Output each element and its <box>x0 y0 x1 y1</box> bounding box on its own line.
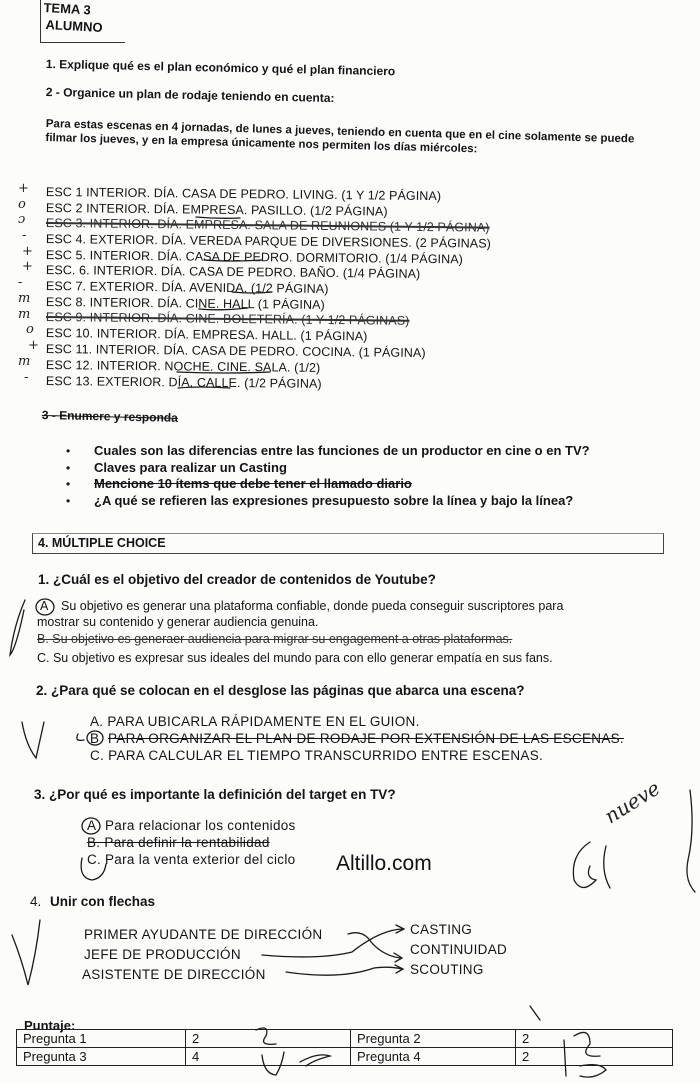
grade-scribble <box>604 846 610 888</box>
score-handwriting <box>530 1006 540 1020</box>
score-cell: Pregunta 4 <box>351 1048 516 1066</box>
score-cell: Pregunta 1 <box>17 1030 186 1048</box>
scene-item: ESC 7. EXTERIOR. DÍA. AVENIDA. (1/2 PÁGINA) <box>45 279 329 296</box>
handwritten-mark: + <box>28 338 39 353</box>
handwritten-mark: - <box>22 228 27 243</box>
matching-arrow <box>262 929 402 957</box>
match-left-item: ASISTENTE DE DIRECCIÓN <box>82 967 266 982</box>
match-right-item: SCOUTING <box>410 962 484 977</box>
handwritten-mark: o <box>18 197 26 212</box>
mc-q1-option-c: C. Su objetivo es expresar sus ideales del mundo para con ello generar empatía en sus fans. <box>37 651 553 665</box>
scene-item: ESC 5. INTERIOR. DÍA. CASA DE PEDRO. DORMITORIO. (1/4 PÁGINA) <box>45 248 464 267</box>
mc-q2-option-b-letter: B <box>90 731 100 746</box>
score-cell: Pregunta 3 <box>17 1048 186 1066</box>
scene-item: ESC 9. INTERIOR. DÍA. CINE. BOLETERÍA. (1 Y 1/2 PÁGINAS) <box>45 310 410 328</box>
match-left-item: JEFE DE PRODUCCIÓN <box>84 947 241 962</box>
scene-item: ESC 3. INTERIOR. DÍA. EMPRESA. SALA DE REUNIONES (1 Y 1/2 PÁGINA) <box>45 216 490 235</box>
score-handwriting <box>580 1065 606 1077</box>
mc-q1-option-b: B. Su objetivo es generaer audiencia para migrar su engagement a otras plataformas. <box>37 632 513 646</box>
mc-question-2: 2. ¿Para qué se colocan en el desglose las páginas que abarca una escena? <box>36 683 525 698</box>
check-mark <box>22 722 44 758</box>
mc-q2-option-a: A. PARA UBICARLA RÁPIDAMENTE EN EL GUION. <box>90 714 420 729</box>
mc-q3-option-b: B. Para definir la rentabilidad <box>87 835 270 850</box>
score-handwriting <box>262 1052 284 1075</box>
underline-mark <box>178 387 230 388</box>
score-handwriting <box>574 1032 600 1056</box>
scene-item: ESC 13. EXTERIOR. DÍA. CALLE. (1/2 PÁGINA) <box>45 374 322 391</box>
q3-item: ¿A qué se refieren las expresiones presupuesto sobre la línea y bajo la línea? <box>94 493 574 508</box>
question-2: 2 - Organice un plan de rodaje teniendo en cuenta: <box>45 85 335 106</box>
score-handwriting <box>564 1040 566 1076</box>
q3-item: Mencione 10 ítems que debe tener el llamado diario <box>94 476 412 491</box>
underline-mark <box>177 372 270 373</box>
handwritten-grade: nueve <box>600 775 665 829</box>
score-cell: 2 <box>516 1048 673 1066</box>
q3-item: Claves para realizar un Casting <box>94 460 287 475</box>
bullet-icon: • <box>66 477 71 491</box>
scene-item: ESC 10. INTERIOR. DÍA. EMPRESA. HALL. (1 PÁGINA) <box>45 326 368 344</box>
handwritten-mark: m <box>18 307 31 322</box>
handwritten-mark: m <box>18 354 31 369</box>
check-mark <box>10 600 25 655</box>
underline-mark <box>232 292 272 293</box>
matching-arrow <box>348 933 400 958</box>
scene-item: ESC 8. INTERIOR. DÍA. CINE. HALL (1 PÁGINA) <box>45 295 325 312</box>
mc-question-1: 1. ¿Cuál es el objetivo del creador de contenidos de Youtube? <box>38 572 436 587</box>
score-cell: 2 <box>516 1030 673 1048</box>
mc-q2-option-b: PARA ORGANIZAR EL PLAN DE RODAJE POR EXTENSIÓN DE LAS ESCENAS. <box>108 731 624 746</box>
match-right-item: CONTINUIDAD <box>410 942 508 957</box>
matching-arrow <box>286 967 402 975</box>
mc-q2-option-c: C. PARA CALCULAR EL TIEMPO TRANSCURRIDO ENTRE ESCENAS. <box>90 748 544 763</box>
instructions-paragraph: Para estas escenas en 4 jornadas, de lunes a jueves, teniendo en cuenta que en el cine solamente se puede filmar los jueves, y en la empresa únicamente nos permiten los días miércoles: <box>45 118 635 155</box>
mc-q1-option-a-cont: mostrar su contenido y generar audiencia genuina. <box>37 615 319 629</box>
handwritten-mark: o <box>26 322 34 337</box>
handwritten-mark: + <box>22 259 33 274</box>
score-handwriting <box>300 1055 330 1066</box>
scene-item: ESC 4. EXTERIOR. DÍA. VEREDA PARQUE DE DIVERSIONES. (2 PÁGINAS) <box>45 232 492 251</box>
score-handwriting <box>256 1028 276 1044</box>
scene-item: ESC 12. INTERIOR. NOCHE. CINE. SALA. (1/2) <box>45 358 321 375</box>
watermark: Altillo.com <box>336 852 432 875</box>
bullet-icon: • <box>66 444 71 458</box>
check-mark <box>12 920 40 985</box>
mc-q3-option-a-letter: A <box>87 818 97 833</box>
scene-item: ESC 1 INTERIOR. DÍA. CASA DE PEDRO. LIVING. (1 Y 1/2 PÁGINA) <box>45 185 442 204</box>
handwritten-mark: ɔ <box>18 212 26 227</box>
mc-q3-option-c-letter: C. <box>87 852 102 867</box>
scribble-mark <box>81 858 106 880</box>
topic-label: TEMA 3 <box>43 0 92 18</box>
underline-mark <box>196 217 240 218</box>
check-mark <box>77 734 84 740</box>
underline-mark <box>204 260 262 261</box>
answer-circle <box>82 818 100 834</box>
mc-question-4: Unir con flechas <box>50 894 156 909</box>
question-1: 1. Explique qué es el plan económico y qué el plan financiero <box>45 57 396 79</box>
answer-circle <box>36 599 54 615</box>
grade-scribble <box>687 790 695 892</box>
q3-item: Cuales son las diferencias entre las funciones de un productor en cine o en TV? <box>94 443 590 458</box>
question-3: 3 - Enumere y responda <box>41 408 179 425</box>
score-cell: Pregunta 2 <box>351 1030 516 1048</box>
student-label: ALUMNO <box>45 17 103 35</box>
score-label: Puntaje: <box>24 1018 76 1033</box>
mc-q3-option-a: Para relacionar los contenidos <box>105 818 296 833</box>
handwritten-mark: - <box>24 370 29 385</box>
mc-question-4-number: 4. <box>30 894 42 909</box>
scene-item: ESC 2 INTERIOR. DÍA. EMPRESA. PASILLO. (1/2 PÁGINA) <box>45 201 388 219</box>
bullet-icon: • <box>66 494 71 508</box>
mc-q1-option-a: Su objetivo es generar una plataforma confiable, donde pueda conseguir suscriptores para <box>61 599 564 613</box>
scene-item: ESC. 6. INTERIOR. DÍA. CASA DE PEDRO. BAÑO. (1/4 PÁGINA) <box>45 263 421 281</box>
score-cell: 2 <box>186 1030 351 1048</box>
match-right-item: CASTING <box>410 922 473 937</box>
match-left-item: PRIMER AYUDANTE DE DIRECCIÓN <box>84 927 323 942</box>
answer-circle <box>87 731 103 745</box>
score-cell: 4 <box>186 1048 351 1066</box>
handwritten-mark: - <box>18 275 23 290</box>
mc-title: 4. MÚLTIPLE CHOICE <box>38 536 166 550</box>
handwritten-mark: + <box>22 244 33 259</box>
underline-mark <box>199 308 248 310</box>
bullet-icon: • <box>66 461 71 475</box>
mc-question-3: 3. ¿Por qué es importante la definición del target en TV? <box>34 787 396 802</box>
mc-q1-option-a-letter: A <box>40 599 49 613</box>
grade-scribble <box>573 842 596 888</box>
handwritten-mark: m <box>18 291 31 306</box>
mc-q3-option-c: Para la venta exterior del ciclo <box>105 852 296 867</box>
handwritten-mark: + <box>18 181 29 196</box>
scene-item: ESC 11. INTERIOR. DÍA. CASA DE PEDRO. COCINA. (1 PÁGINA) <box>45 342 426 360</box>
